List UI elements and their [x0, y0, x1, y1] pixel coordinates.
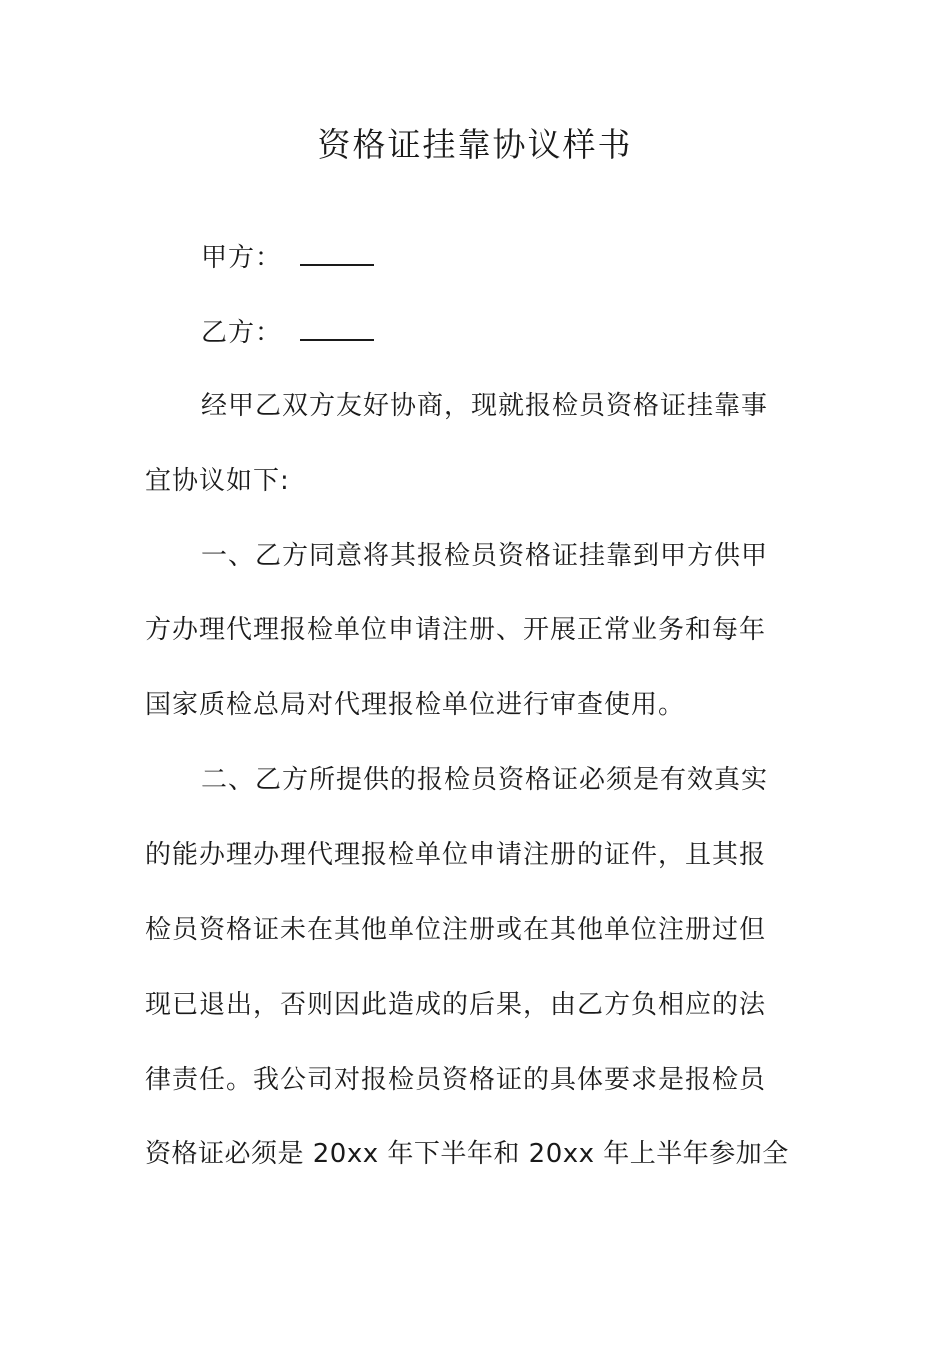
party-b-line [201, 311, 374, 353]
paragraph-line: 检员资格证未在其他单位注册或在其他单位注册过但 [145, 915, 767, 945]
paragraph-line: 国家质检总局对代理报检单位进行审查使用。 [145, 690, 686, 720]
paragraph-line: 经甲乙双方友好协商，现就报检员资格证挂靠事 [201, 391, 769, 421]
party-b-label: 乙方： [201, 318, 283, 348]
paragraph-line: 二、乙方所提供的报检员资格证必须是有效真实 [201, 765, 769, 795]
document-title: 资格证挂靠协议样书 [317, 125, 633, 164]
paragraph-line: 律责任。我公司对报检员资格证的具体要求是报检员 [145, 1065, 767, 1095]
paragraph-line: 的能办理办理代理报检单位申请注册的证件，且其报 [145, 840, 767, 870]
paragraph-line: 现已退出，否则因此造成的后果，由乙方负相应的法 [145, 990, 767, 1020]
paragraph-line: 方办理代理报检单位申请注册、开展正常业务和每年 [145, 615, 767, 645]
party-b-blank [300, 311, 374, 341]
party-a-line [201, 236, 374, 278]
paragraph-line: 资格证必须是 20xx 年下半年和 20xx 年上半年参加全 [145, 1139, 789, 1169]
paragraph-line: 宜协议如下: [145, 466, 290, 496]
paragraph-line: 一、乙方同意将其报检员资格证挂靠到甲方供甲 [201, 541, 769, 571]
party-a-label: 甲方： [201, 243, 283, 273]
party-a-blank [300, 236, 374, 266]
